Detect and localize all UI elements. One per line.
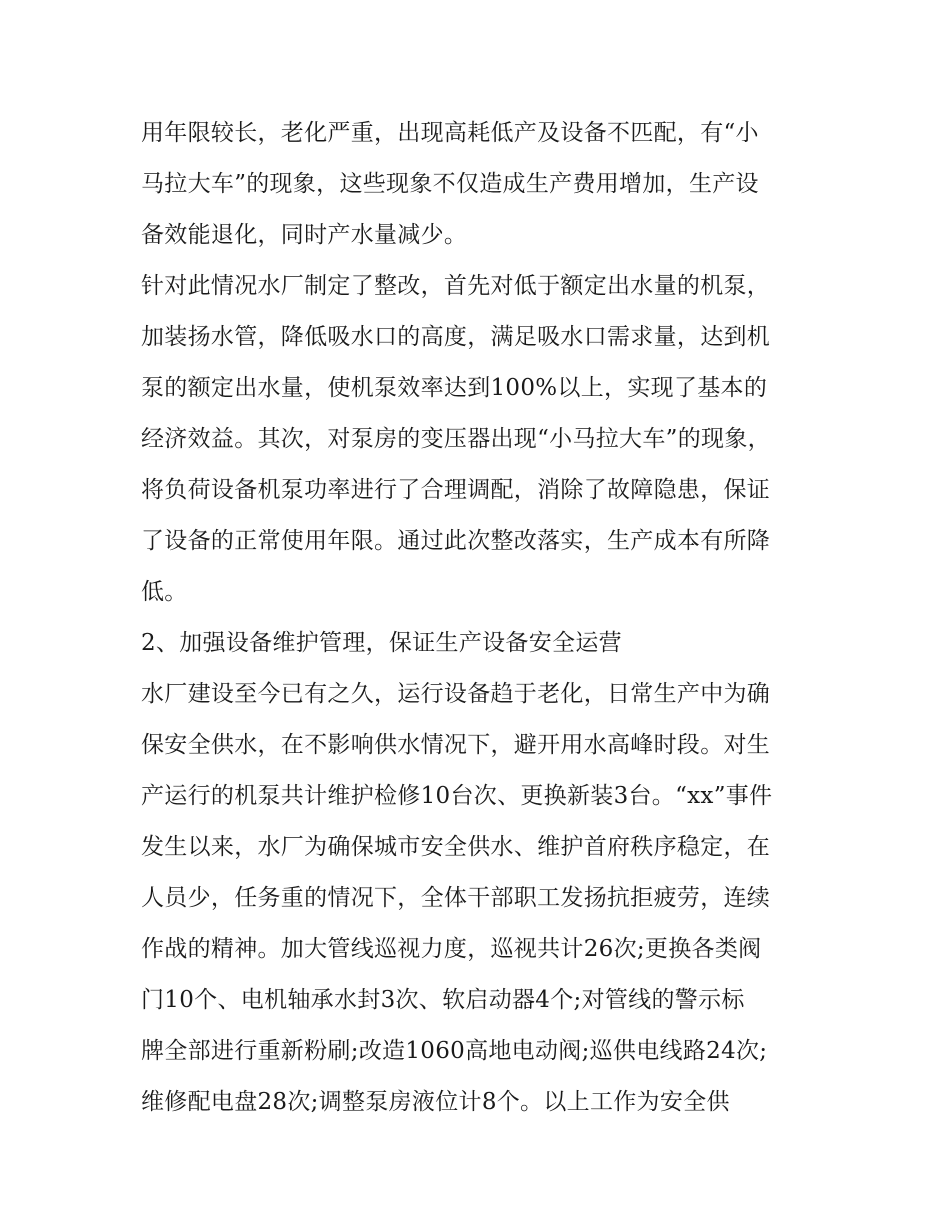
text-line: 人员少，任务重的情况下，全体干部职工发扬抗拒疲劳，连续 (141, 885, 771, 911)
text-line: 门10个、电机轴承水封3次、软启动器4个;对管线的警示标 (141, 987, 745, 1013)
body-text (141, 108, 821, 1128)
text-line: 水厂建设至今已有之久，运行设备趋于老化，日常生产中为确 (141, 681, 771, 707)
text-line: 了设备的正常使用年限。通过此次整改落实，生产成本有所降 (141, 528, 771, 554)
section-heading: 2、加强设备维护管理，保证生产设备安全运营 (141, 630, 622, 656)
text-line: 保安全供水，在不影响供水情况下，避开用水高峰时段。对生 (141, 732, 771, 758)
text-line: 将负荷设备机泵功率进行了合理调配，消除了故障隐患，保证 (141, 477, 771, 503)
text-line: 泵的额定出水量，使机泵效率达到100%以上，实现了基本的 (141, 375, 768, 401)
text-line: 低。 (141, 579, 188, 605)
text-line: 作战的精神。加大管线巡视力度，巡视共计26次;更换各类阀 (141, 936, 762, 962)
text-line: 维修配电盘28次;调整泵房液位计8个。以上工作为安全供 (141, 1089, 730, 1115)
text-line: 马拉大车”的现象，这些现象不仅造成生产费用增加，生产设 (141, 171, 759, 197)
text-line: 经济效益。其次，对泵房的变压器出现“小马拉大车”的现象， (141, 426, 771, 452)
text-line: 产运行的机泵共计维护检修10台次、更换新装3台。“xx”事件 (141, 783, 773, 809)
text-line: 牌全部进行重新粉刷;改造1060高地电动阀;巡供电线路24次; (141, 1038, 768, 1064)
text-line: 备效能退化，同时产水量减少。 (141, 222, 468, 248)
text-line: 发生以来，水厂为确保城市安全供水、维护首府秩序稳定，在 (141, 834, 771, 860)
text-line: 加装扬水管，降低吸水口的高度，满足吸水口需求量，达到机 (141, 324, 771, 350)
text-line: 针对此情况水厂制定了整改，首先对低于额定出水量的机泵， (141, 273, 771, 299)
text-line: 用年限较长，老化严重，出现高耗低产及设备不匹配，有“小 (141, 120, 759, 146)
